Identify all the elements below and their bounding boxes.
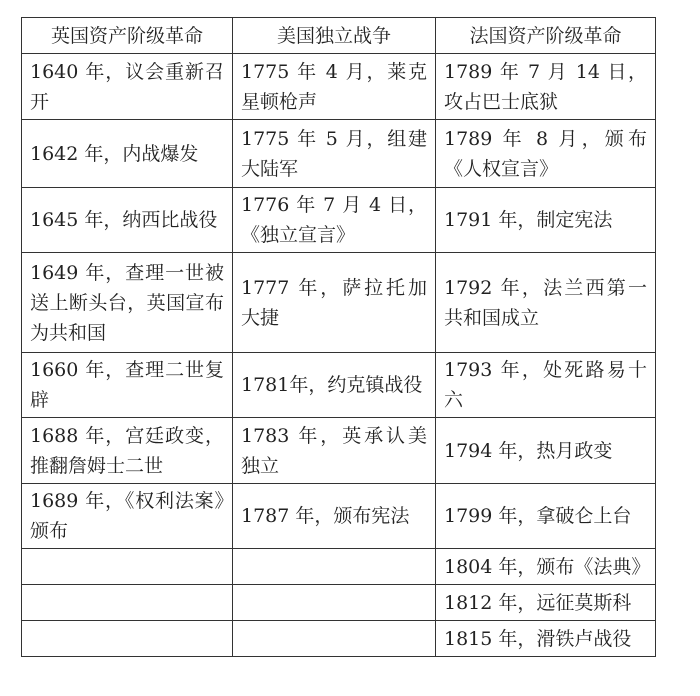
table-cell-english: 1645 年，纳西比战役 — [22, 188, 233, 253]
table-cell-french: 1789 年 8 月，颁布《人权宣言》 — [436, 120, 656, 188]
table-cell-french: 1799 年，拿破仑上台 — [436, 484, 656, 549]
table-cell-american: 1775 年 4 月，莱克星顿枪声 — [233, 54, 436, 120]
table-cell-american — [233, 621, 436, 657]
table-cell-french: 1812 年，远征莫斯科 — [436, 585, 656, 621]
table-cell-french: 1791 年，制定宪法 — [436, 188, 656, 253]
table-cell-english — [22, 621, 233, 657]
table-cell-american — [233, 585, 436, 621]
table-cell-english — [22, 585, 233, 621]
table-cell-french: 1804 年，颁布《法典》 — [436, 549, 656, 585]
table-cell-french: 1792 年，法兰西第一共和国成立 — [436, 253, 656, 353]
table-cell-french: 1789 年 7 月 14 日，攻占巴士底狱 — [436, 54, 656, 120]
table-cell-english: 1688 年，宫廷政变，推翻詹姆士二世 — [22, 418, 233, 484]
table-cell-american: 1787 年，颁布宪法 — [233, 484, 436, 549]
header-french-revolution: 法国资产阶级革命 — [436, 18, 656, 54]
table-cell-french: 1793 年，处死路易十六 — [436, 353, 656, 418]
table-cell-english — [22, 549, 233, 585]
table-cell-french: 1794 年，热月政变 — [436, 418, 656, 484]
table-row — [22, 621, 656, 657]
table-row — [22, 253, 656, 353]
header-row — [22, 18, 656, 54]
revolution-timeline-table — [21, 17, 656, 657]
table-row — [22, 484, 656, 549]
table-row — [22, 188, 656, 253]
table-cell-english: 1640 年，议会重新召开 — [22, 54, 233, 120]
table-row — [22, 549, 656, 585]
table-cell-american: 1783 年，英承认美独立 — [233, 418, 436, 484]
table-row — [22, 120, 656, 188]
table-row — [22, 418, 656, 484]
table-cell-american: 1776 年 7 月 4 日，《独立宣言》 — [233, 188, 436, 253]
header-american-independence: 美国独立战争 — [233, 18, 436, 54]
table-cell-english: 1689 年，《权利法案》颁布 — [22, 484, 233, 549]
table-cell-english: 1660 年，查理二世复辟 — [22, 353, 233, 418]
table-cell-american: 1775 年 5 月，组建大陆军 — [233, 120, 436, 188]
table-cell-french: 1815 年，滑铁卢战役 — [436, 621, 656, 657]
table-cell-english: 1642 年，内战爆发 — [22, 120, 233, 188]
table-cell-american: 1777 年，萨拉托加大捷 — [233, 253, 436, 353]
table-cell-american: 1781年，约克镇战役 — [233, 353, 436, 418]
table-row — [22, 585, 656, 621]
table-cell-english: 1649 年，查理一世被送上断头台，英国宣布为共和国 — [22, 253, 233, 353]
table-cell-american — [233, 549, 436, 585]
table-row — [22, 353, 656, 418]
header-english-revolution: 英国资产阶级革命 — [22, 18, 233, 54]
table-row — [22, 54, 656, 120]
